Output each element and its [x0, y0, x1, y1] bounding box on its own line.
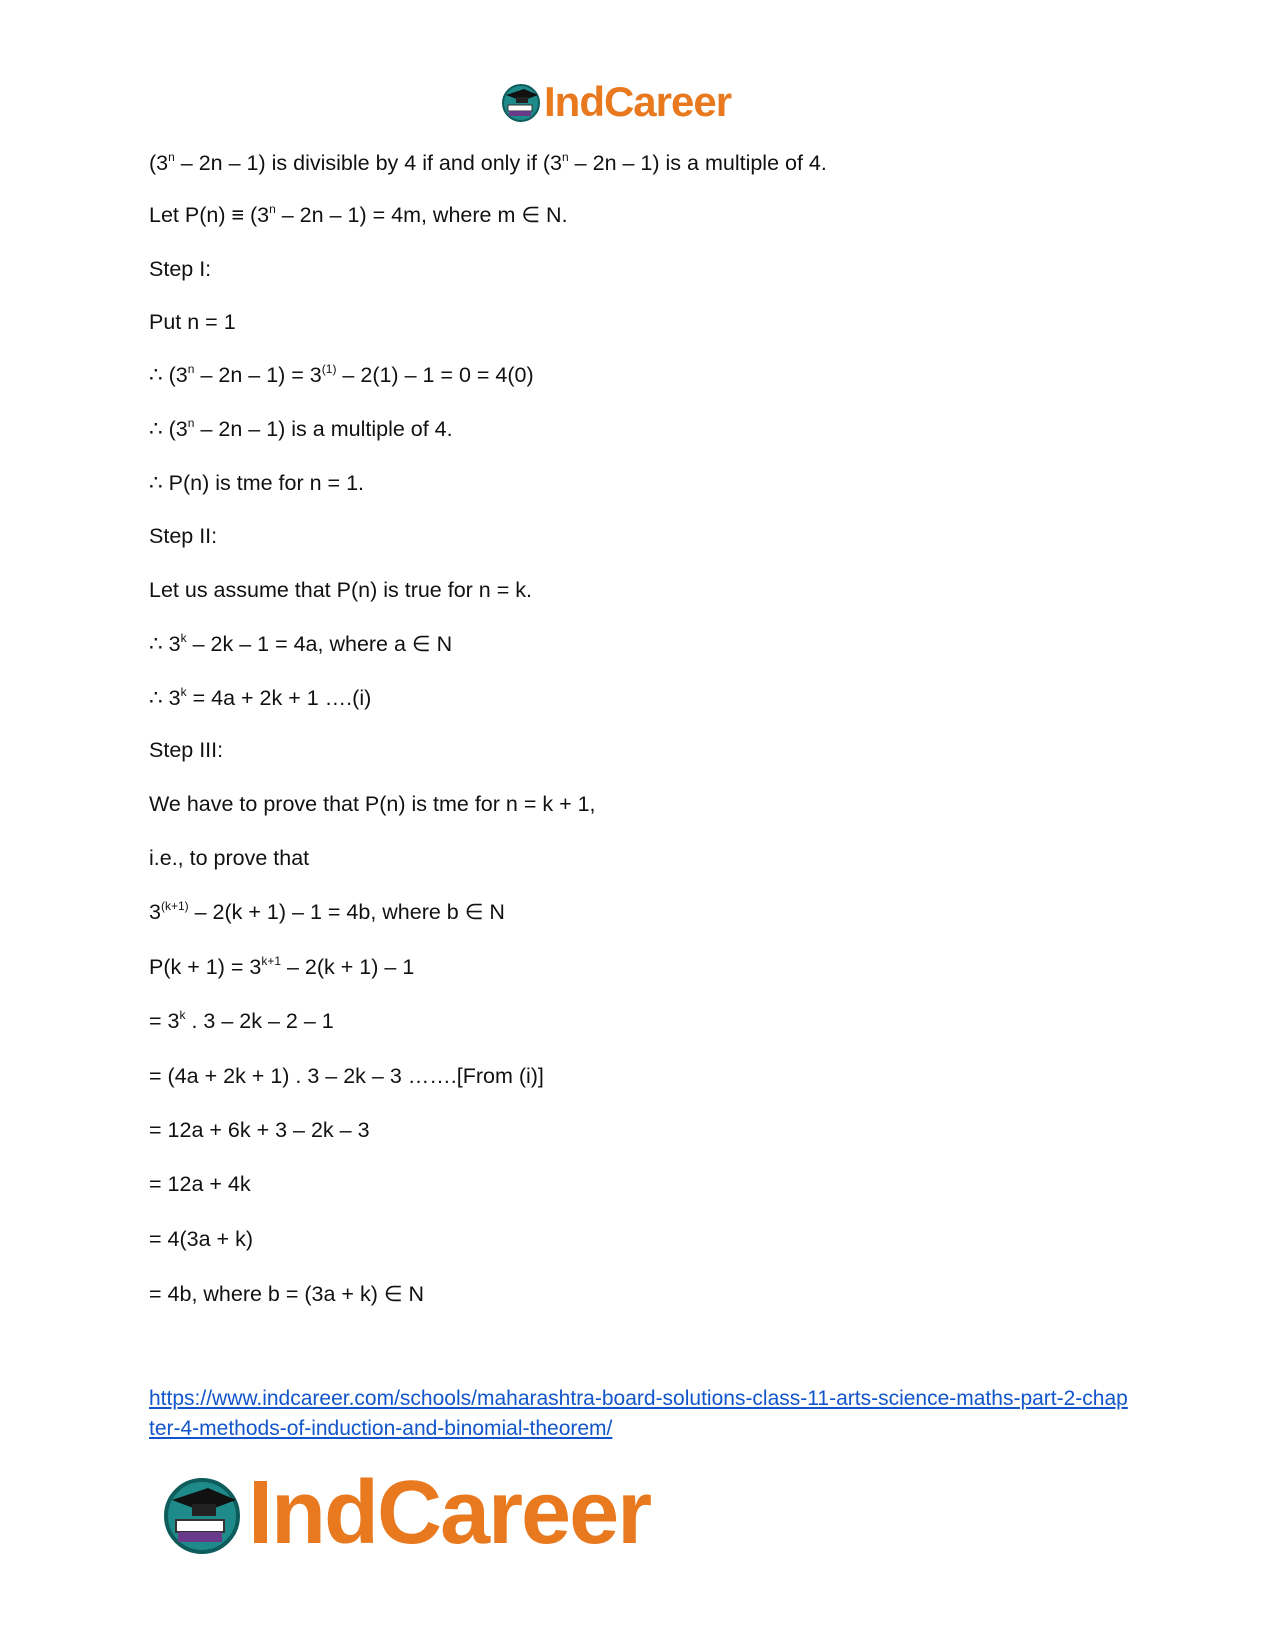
text-line: ∴ (3$^n$ – 2n – 1) is a multiple of 4.	[149, 416, 453, 441]
text-line: = $3^k$ . 3 – 2k – 2 – 1	[149, 1008, 334, 1033]
logo-wordmark: IndCareer	[544, 78, 732, 125]
text-line: Let us assume that P(n) is true for n = k.	[149, 578, 532, 602]
text-line: Put n = 1	[149, 310, 236, 334]
graduation-cap-book-globe-icon	[160, 1472, 244, 1556]
text-line: = 12a + 6k + 3 – 2k – 3	[149, 1118, 370, 1142]
text-line: (3$^n$ – 2n – 1) is divisible by 4 if and only if (3$^n$ – 2n – 1) is a multiple of 4.	[149, 150, 827, 175]
text-line: i.e., to prove that	[149, 846, 310, 870]
text-line: We have to prove that P(n) is tme for n = k + 1,	[149, 792, 596, 816]
text-line: $3^{(k+1)} - 2(k + 1) - 1 = 4b$, where b ∈ N	[149, 899, 505, 924]
step-heading: Step I:	[149, 257, 212, 281]
logo-wordmark: IndCareer	[248, 1463, 651, 1563]
text-line: = 4(3a + k)	[149, 1227, 253, 1251]
step-heading: Step III:	[149, 738, 224, 762]
text-line: ∴ $(3^n - 2n - 1) = 3^{(1)} - 2(1) - 1 = 0 = 4(0)$	[149, 362, 534, 387]
text-line: $P(k + 1) = 3^{k+1} - 2(k + 1) - 1$	[149, 954, 415, 979]
text-line: Let $P(n) \equiv (3^n - 2n - 1) = 4m$, where m ∈ N.	[149, 202, 568, 227]
graduation-cap-book-globe-icon	[500, 81, 542, 123]
text-line: = 4b, where b = (3a + k) ∈ N	[149, 1282, 425, 1306]
header-logo	[500, 78, 731, 126]
text-line: ∴ $3^k = 4a + 2k + 1$ ….(i)	[149, 685, 372, 710]
footer-logo	[160, 1462, 650, 1565]
step-heading: Step II:	[149, 524, 218, 548]
text-line: ∴ P(n) is tme for n = 1.	[149, 471, 365, 495]
text-line: = (4a + 2k + 1) . 3 – 2k – 3 …….[From (i)]	[149, 1064, 544, 1088]
text-line: = 12a + 4k	[149, 1172, 251, 1196]
source-link[interactable]: https://www.indcareer.com/schools/maharashtra-board-solutions-class-11-arts-science-maths-part-2-chapter-4-methods-of-induction-and-binomial-theorem/	[149, 1387, 1128, 1440]
text-line: ∴ 3$^k$ – 2k – 1 = 4a, where a ∈ N	[149, 631, 453, 656]
